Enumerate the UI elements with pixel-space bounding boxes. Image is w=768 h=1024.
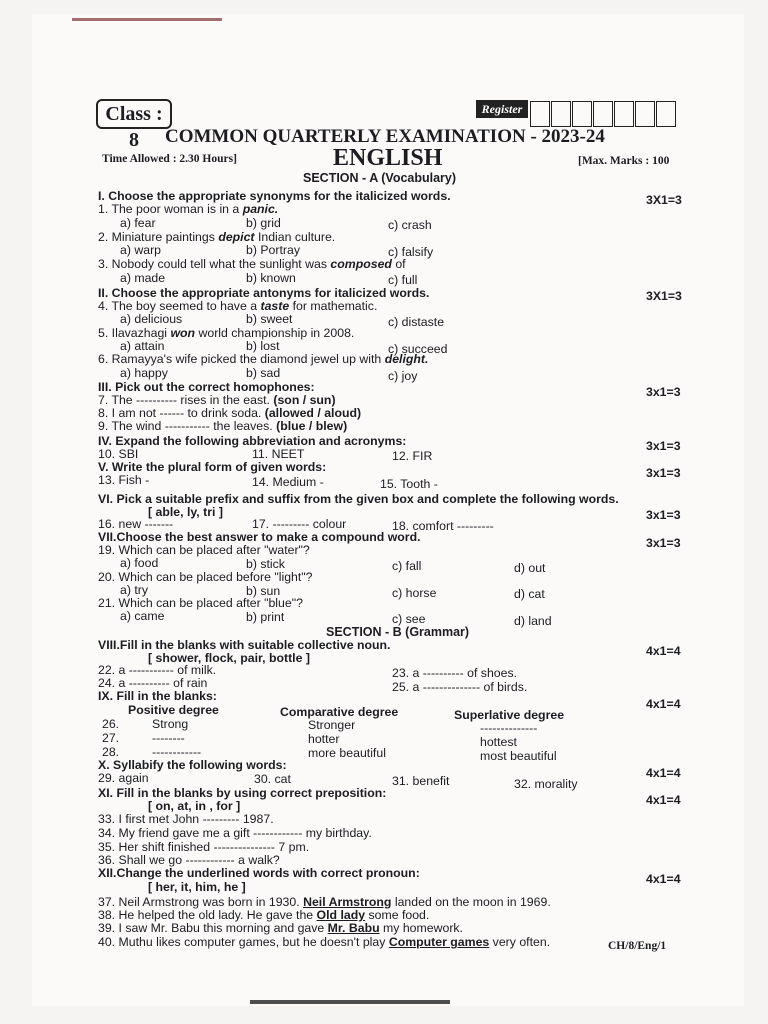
- register-box: [551, 101, 571, 127]
- exam-title: COMMON QUARTERLY EXAMINATION - 2023-24: [165, 126, 605, 147]
- question-1: 1. The poor woman is in a panic.: [98, 202, 279, 216]
- comparative-cell: more beautiful: [308, 746, 386, 760]
- question-23: 23. a ---------- of shoes.: [392, 666, 518, 680]
- question-17: 17. --------- colour: [252, 517, 347, 531]
- q8-word-box: [ shower, flock, pair, bottle ]: [148, 651, 310, 665]
- option-c: c) distaste: [388, 315, 445, 329]
- column-comparative: Comparative degree: [280, 705, 399, 719]
- q6-word-box: [ able, ly, tri ]: [148, 505, 223, 519]
- question-27: 27.: [102, 731, 120, 745]
- option-c: c) crash: [388, 218, 432, 232]
- q12-heading: XII.Change the underlined words with correct pronoun:: [98, 866, 420, 880]
- option-a: a) made: [120, 271, 166, 285]
- q9-marks: 4x1=4: [646, 697, 681, 711]
- question-9: 9. The wind ----------- the leaves. (blue / blew): [98, 419, 348, 433]
- column-superlative: Superlative degree: [454, 708, 565, 722]
- q3-marks: 3x1=3: [646, 385, 681, 399]
- positive-cell: --------: [152, 731, 185, 745]
- question-24: 24. a ---------- of rain: [98, 676, 208, 690]
- option-c: c) see: [392, 612, 426, 626]
- option-b: b) stick: [246, 557, 285, 571]
- question-15: 15. Tooth -: [380, 477, 438, 491]
- question-38: 38. He helped the old lady. He gave the Old lady some food.: [98, 908, 430, 922]
- positive-cell: Strong: [152, 717, 189, 731]
- bottom-binding-mark: [250, 1000, 450, 1004]
- section-b-heading: SECTION - B (Grammar): [326, 625, 470, 639]
- question-2: 2. Miniature paintings depict Indian culture.: [98, 230, 336, 244]
- question-30: 30. cat: [254, 772, 291, 786]
- time-allowed: Time Allowed : 2.30 Hours]: [102, 153, 237, 165]
- q4-heading: IV. Expand the following abbreviation and acronyms:: [98, 434, 407, 448]
- option-b: b) sun: [246, 584, 281, 598]
- question-25: 25. a -------------- of birds.: [392, 680, 528, 694]
- q6-heading: VI. Pick a suitable prefix and suffix from the given box and complete the following words.: [98, 492, 619, 506]
- q5-heading: V. Write the plural form of given words:: [98, 460, 327, 474]
- question-35: 35. Her shift finished --------------- 7 pm.: [98, 840, 310, 854]
- question-39: 39. I saw Mr. Babu this morning and gave Mr. Babu my homework.: [98, 921, 463, 935]
- option-c: c) joy: [388, 369, 418, 383]
- comparative-cell: Stronger: [308, 718, 356, 732]
- top-binding-mark: [72, 18, 222, 21]
- q11-heading: XI. Fill in the blanks by using correct preposition:: [98, 786, 387, 800]
- question-19: 19. Which can be placed after "water"?: [98, 543, 310, 557]
- q1-marks: 3X1=3: [646, 193, 682, 207]
- question-40: 40. Muthu likes computer games, but he doesn't play Computer games very often.: [98, 935, 551, 949]
- register-label: Register: [476, 100, 528, 118]
- register-box: [530, 101, 550, 127]
- comparative-cell: hotter: [308, 732, 340, 746]
- question-8: 8. I am not ------ to drink soda. (allowed / aloud): [98, 406, 362, 420]
- q11-word-box: [ on, at, in , for ]: [148, 799, 241, 813]
- question-16: 16. new -------: [98, 517, 174, 531]
- option-b: b) lost: [246, 339, 280, 353]
- option-a: a) delicious: [120, 312, 183, 326]
- q9-heading: IX. Fill in the blanks:: [98, 689, 217, 703]
- option-b: b) Portray: [246, 243, 300, 257]
- register-box: [572, 101, 592, 127]
- superlative-cell: most beautiful: [480, 749, 557, 763]
- q2-marks: 3X1=3: [646, 289, 682, 303]
- question-6: 6. Ramayya's wife picked the diamond jewel up with delight.: [98, 352, 429, 366]
- option-a: a) happy: [120, 366, 168, 380]
- register-box: [614, 101, 634, 127]
- question-32: 32. morality: [514, 777, 578, 791]
- option-a: a) came: [120, 609, 165, 623]
- superlative-cell: hottest: [480, 735, 517, 749]
- question-4: 4. The boy seemed to have a taste for mathematic.: [98, 299, 378, 313]
- page-code: CH/8/Eng/1: [608, 940, 667, 952]
- q7-marks: 3x1=3: [646, 536, 681, 550]
- q3-heading: III. Pick out the correct homophones:: [98, 380, 315, 394]
- option-a: a) food: [120, 556, 159, 570]
- q5-marks: 3x1=3: [646, 466, 681, 480]
- register-box: [635, 101, 655, 127]
- option-b: b) sweet: [246, 312, 293, 326]
- section-a-heading: SECTION - A (Vocabulary): [303, 171, 457, 185]
- option-a: a) fear: [120, 216, 156, 230]
- option-b: b) sad: [246, 366, 281, 380]
- question-18: 18. comfort ---------: [392, 519, 494, 533]
- question-10: 10. SBI: [98, 447, 139, 461]
- option-c: c) horse: [392, 586, 437, 600]
- option-a: a) warp: [120, 243, 162, 257]
- option-c: c) falsify: [388, 245, 434, 259]
- question-33: 33. I first met John --------- 1987.: [98, 812, 274, 826]
- q10-marks: 4x1=4: [646, 766, 681, 780]
- q10-heading: X. Syllabify the following words:: [98, 758, 287, 772]
- option-b: b) known: [246, 271, 296, 285]
- option-c: c) fall: [392, 559, 422, 573]
- question-5: 5. Ilavazhagi won world championship in 2008.: [98, 326, 355, 340]
- question-11: 11. NEET: [252, 447, 305, 461]
- question-21: 21. Which can be placed after "blue"?: [98, 596, 303, 610]
- option-b: b) grid: [246, 216, 281, 230]
- option-b: b) print: [246, 610, 285, 624]
- question-22: 22. a ----------- of milk.: [98, 663, 217, 677]
- option-d: d) out: [514, 561, 546, 575]
- q4-marks: 3x1=3: [646, 439, 681, 453]
- class-label: Class : 8: [96, 99, 172, 129]
- q6-marks: 3x1=3: [646, 508, 681, 522]
- option-a: a) try: [120, 583, 149, 597]
- question-37: 37. Neil Armstrong was born in 1930. Neil Armstrong landed on the moon in 1969.: [98, 895, 551, 909]
- q12-marks: 4x1=4: [646, 872, 681, 886]
- register-box: [593, 101, 613, 127]
- question-36: 36. Shall we go ------------ a walk?: [98, 853, 280, 867]
- positive-cell: ------------: [152, 745, 202, 759]
- q7-heading: VII.Choose the best answer to make a compound word.: [98, 530, 421, 544]
- question-31: 31. benefit: [392, 774, 450, 788]
- question-7: 7. The ---------- rises in the east. (son / sun): [98, 393, 336, 407]
- q12-word-box: [ her, it, him, he ]: [148, 880, 246, 894]
- question-20: 20. Which can be placed before "light"?: [98, 570, 313, 584]
- question-3: 3. Nobody could tell what the sunlight was composed of: [98, 257, 406, 271]
- question-29: 29. again: [98, 771, 149, 785]
- option-a: a) attain: [120, 339, 165, 353]
- q11-marks: 4x1=4: [646, 793, 681, 807]
- question-26: 26.: [102, 717, 120, 731]
- q8-marks: 4x1=4: [646, 644, 681, 658]
- q1-heading: I. Choose the appropriate synonyms for the italicized words.: [98, 189, 451, 203]
- max-marks: [Max. Marks : 100: [578, 155, 670, 167]
- option-c: c) succeed: [388, 342, 448, 356]
- question-13: 13. Fish -: [98, 473, 150, 487]
- subject-title: ENGLISH: [333, 145, 443, 171]
- superlative-cell: --------------: [480, 721, 538, 735]
- q8-heading: VIII.Fill in the blanks with suitable collective noun.: [98, 638, 391, 652]
- register-box: [656, 101, 676, 127]
- question-28: 28.: [102, 745, 120, 759]
- option-d: d) land: [514, 614, 552, 628]
- option-d: d) cat: [514, 587, 545, 601]
- question-12: 12. FIR: [392, 449, 433, 463]
- q2-heading: II. Choose the appropriate antonyms for italicized words.: [98, 286, 430, 300]
- option-c: c) full: [388, 273, 418, 287]
- question-34: 34. My friend gave me a gift ------------ my birthday.: [98, 826, 372, 840]
- question-14: 14. Medium -: [252, 475, 324, 489]
- column-positive: Positive degree: [128, 703, 219, 717]
